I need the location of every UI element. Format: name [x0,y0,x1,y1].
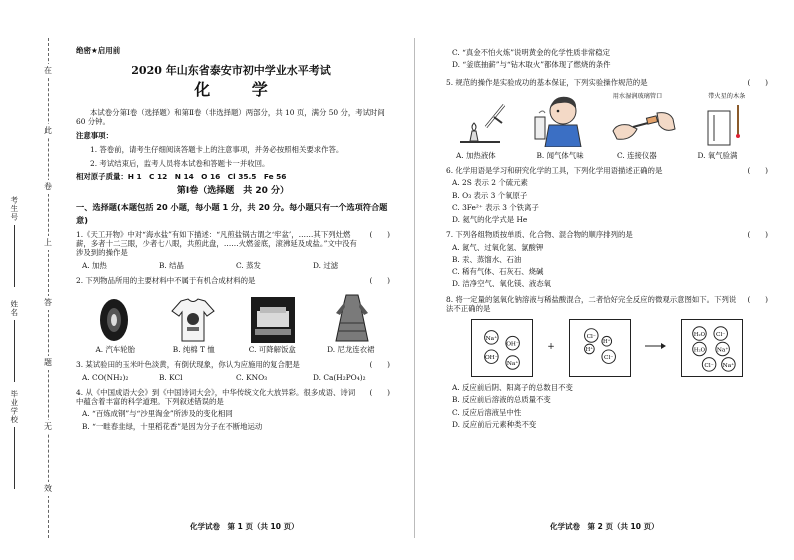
option-d: D. 洁净空气、氧化镁、液态氧 [452,279,552,289]
option-c: C. 可降解饭盒 [248,345,296,355]
option-a: A. “百炼成钢”与“沙里淘金”所涉及的变化相同 [82,409,233,419]
atomic-masses: 相对原子质量：H 1 C 12 N 14 O 16 Cl 35.5 Fe 56 [76,172,287,182]
ion-label: H⁺ [602,339,611,346]
ion-label: H₂O [693,347,705,354]
question-8 [446,295,768,314]
option-c: C. 稀有气体、石灰石、烧碱 [452,267,544,276]
candidate-number-field[interactable]: 考生号 [4,196,24,287]
binding-word: 在 [44,64,52,78]
question-5-images [446,91,768,147]
name-field[interactable]: 姓名 [4,300,24,382]
answer-paren: ( ) [747,294,768,304]
question-text: 1.《天工开物》中对“海水盐”有如下描述：“凡煎盐锅古谓之‘牢盆’，……其下列灶燃薪，多者十二三眼，少者七八眼，共煎此盘，……火燃釜底，滚沸延及成盐。”文中没有涉及到的操作是 [76,229,357,258]
ion-label: Na⁺ [722,362,734,369]
option-b: B. 纯棉 T 恤 [172,345,215,355]
binding-word: 效 [44,482,52,496]
q4-option-d: D. “釜底抽薪”与“钻木取火”都体现了燃烧的条件 [452,60,611,70]
exam-title: 2020 年山东省泰安市初中学业水平考试 [131,64,331,77]
question-7 [446,230,768,239]
ion-label: Cl⁻ [715,331,726,338]
naoh-solution-box [471,319,533,377]
option-c: C. 反应后溶液呈中性 [452,407,522,417]
binding-dashed-line [48,38,49,538]
option-a: A. 2S 表示 2 个硫元素 [452,178,528,188]
question-text: 2. 下列物品所用的主要材料中不属于有机合成材料的是 [76,275,256,285]
option-d: D. 氦气的化学式是 He [452,215,528,224]
heating-liquid-image [456,97,512,147]
binding-word: 答 [44,296,52,310]
answer-paren: ( ) [369,229,390,239]
question-3 [76,360,390,369]
question-text: 3. 某试验田的玉米叶色淡黄，有倒伏现象，你认为应施用的复合肥是 [76,360,300,370]
ion-label: Cl⁻ [586,333,596,340]
dress-image [332,293,372,343]
option-c: C. 3Fe²⁺ 表示 3 个铁离子 [452,202,539,212]
splint-label: 带火星的木条 [708,92,746,100]
tube-label: 用水湿润玻璃管口 [612,92,663,100]
page-footer: 化学试卷 第 1 页（共 10 页） [190,522,299,531]
tire-image [94,297,134,343]
option-b: B. 结晶 [159,260,184,270]
option-b: B. “一畦春韭绿，十里稻花香”是因为分子在不断地运动 [82,421,263,431]
exam-page-1 [70,0,392,560]
subject-title: 化 学 [194,80,286,99]
question-text: 5. 规范的操作是实验成功的基本保证，下列实验操作规范的是 [446,77,648,87]
option-b: B. O₃ 表示 3 个氧原子 [452,190,528,200]
ion-label: H₂O [693,331,705,338]
oxygen-test-image [698,93,758,147]
binding-word: 题 [44,356,52,370]
page-footer: 化学试卷 第 2 页（共 10 页） [550,522,659,531]
ion-label: OH⁻ [485,355,499,362]
option-c: C. 蒸发 [236,260,261,270]
option-c: C. KNO₃ [236,372,268,382]
section-instructions: 一、选择题(本题包括 20 小题，每小题 1 分，共 20 分。每小题只有一个选项符合题意) [76,202,388,225]
exam-page-2 [440,0,770,560]
option-d: D. 过滤 [313,260,339,270]
question-6 [446,166,768,175]
answer-paren: ( ) [369,387,390,397]
question-5 [446,78,768,87]
ion-label: H⁺ [585,346,593,353]
option-b: B. 反应前后溶液的总质量不变 [452,395,551,405]
answer-paren: ( ) [747,77,768,87]
question-text: 6. 化学用语是学习和研究化学的工具，下列化学用语描述正确的是 [446,166,663,175]
binding-word: 上 [44,236,52,250]
confidential-mark: 绝密★启用前 [76,46,121,55]
q4-option-c: C. “真金不怕火炼”说明黄金的化学性质非常稳定 [452,48,611,57]
note-1: 1. 答卷前，请考生仔细阅读答题卡上的注意事项，并务必按照相关要求作答。 [90,144,344,154]
question-2-options [76,345,390,354]
answer-paren: ( ) [369,275,390,285]
option-a: A. CO(NH₂)₂ [82,372,129,382]
question-3-options [82,373,390,382]
plus-sign: + [547,342,555,353]
option-a: A. 反应前后阴、阳离子的总数目不变 [452,383,573,392]
question-text: 4. 从《中国成语大会》到《中国诗词大会》，中华传统文化大放异彩。很多成语、诗词中蕴含着丰富的科学道理。下列叙述错误的是 [76,387,356,407]
question-2-images [76,289,390,343]
ion-label: Cl⁻ [603,355,614,362]
question-5-options [446,151,768,160]
option-c: C. 连接仪器 [617,150,657,160]
binding-word: 此 [44,124,52,138]
option-b: B. 闻气体气味 [536,150,584,160]
reaction-arrow-icon [645,342,667,354]
ion-label: Na⁺ [507,360,519,367]
option-a: A. 加热 [82,260,107,270]
question-2 [76,276,390,285]
option-a: A. 氮气、过氧化氢、氯酸钾 [452,242,544,252]
binding-word: 无 [44,420,52,434]
page-divider [414,38,415,538]
ion-label: Na⁺ [485,335,498,342]
binding-strip [0,0,62,560]
reaction-diagram [446,319,768,377]
option-d: D. 氧气验满 [697,150,738,160]
question-4 [76,388,390,407]
ion-label: OH⁻ [506,341,520,348]
hcl-solution-box [569,319,631,377]
answer-paren: ( ) [747,230,768,240]
option-d: D. 反应前后元素种类不变 [452,419,537,429]
option-d: D. 尼龙连衣裙 [327,345,375,355]
note-2: 2. 考试结束后，监考人员将本试卷和答题卡一并收回。 [90,158,270,168]
option-b: B. KCl [159,372,183,382]
option-b: B. 汞、蒸馏水、石油 [452,254,522,264]
notes-title: 注意事项： [76,131,113,140]
question-text: 8. 将一定量的氢氧化钠溶液与稀盐酸混合，二者恰好完全反应的微观示意图如下。下列说法不正确的是 [446,294,737,313]
product-solution-box [681,319,743,377]
ion-label: Na⁺ [716,347,729,354]
intro-text: 本试卷分第Ⅰ卷（选择题）和第Ⅱ卷（非选择题）两部分，共 10 页，满分 50 分，考试时间 60 分钟。 [76,108,385,127]
option-d: D. Ca(H₂PO₄)₂ [313,372,366,382]
answer-paren: ( ) [747,166,768,175]
question-text: 7. 下列各组物质按单质、化合物、混合物的顺序排列的是 [446,230,633,240]
school-field[interactable]: 毕业学校 [4,390,24,489]
ion-label: Cl⁻ [704,362,714,369]
page2-body [446,48,768,432]
question-1 [76,230,390,258]
tshirt-image [171,297,215,343]
page1-body [76,108,390,434]
option-a: A. 加热液体 [456,150,496,160]
question-1-options [82,261,390,270]
lunchbox-image [251,297,295,343]
answer-paren: ( ) [369,360,390,370]
binding-word: 卷 [44,180,52,194]
option-a: A. 汽车轮胎 [95,345,136,355]
connect-apparatus-image [607,93,679,147]
section-title: 第Ⅰ卷（选择题 共 20 分） [176,186,290,196]
smelling-gas-image [531,93,587,147]
